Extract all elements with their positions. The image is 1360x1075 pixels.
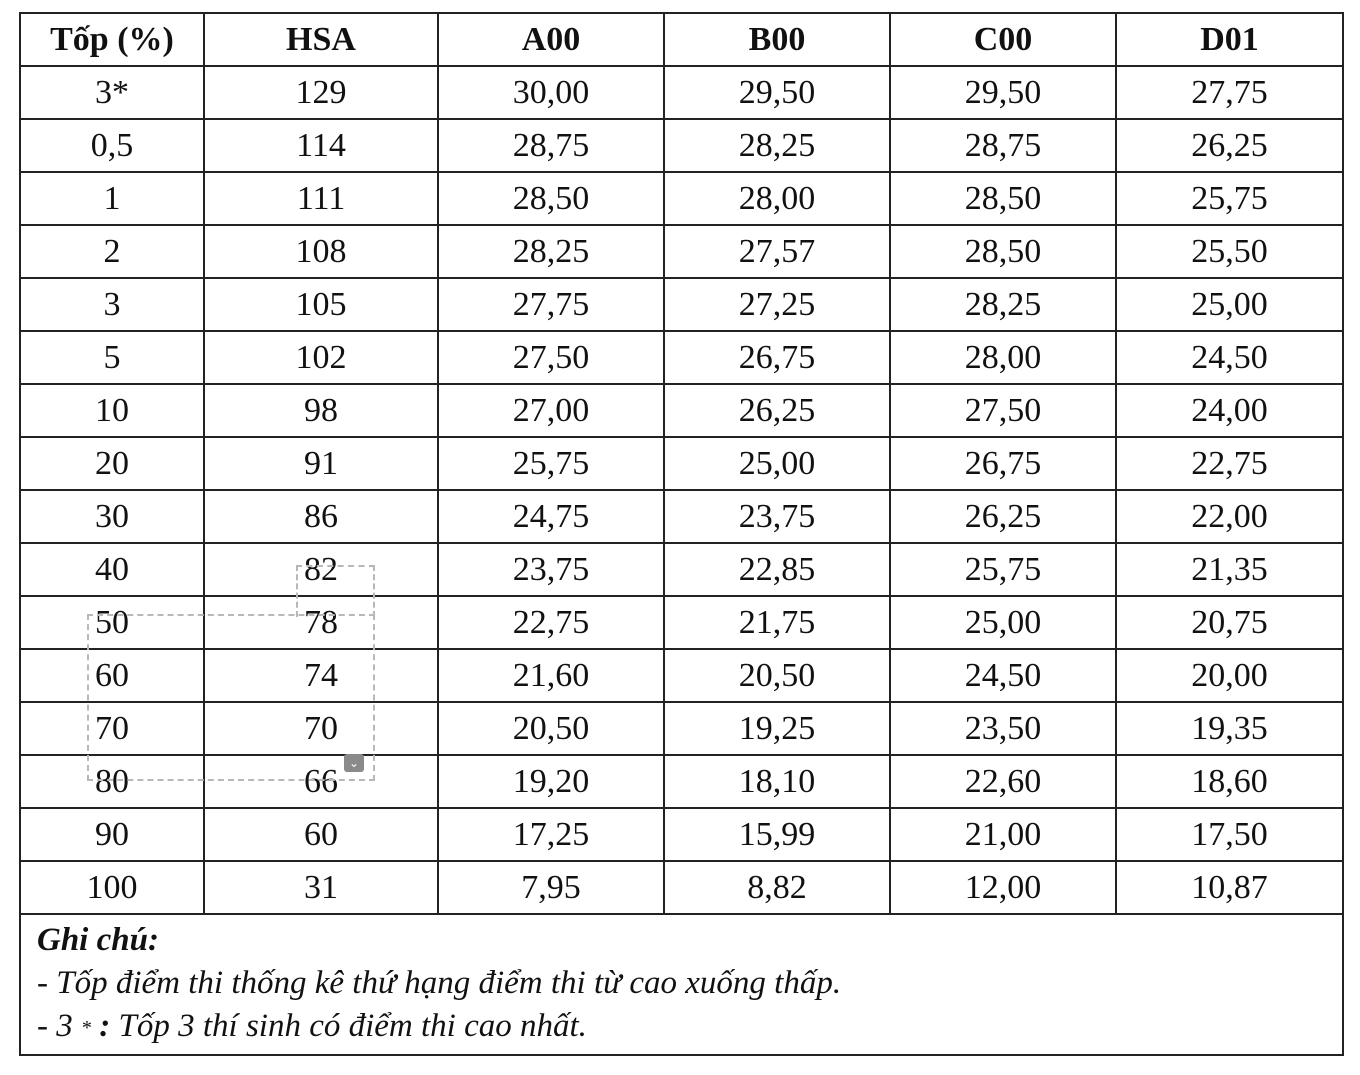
table-cell[interactable]: 111 — [204, 172, 438, 225]
table-cell[interactable]: 30 — [20, 490, 204, 543]
notes-line-1: - Tốp điểm thi thống kê thứ hạng điểm thi từ cao xuống thấp. — [37, 965, 842, 1001]
table-row — [20, 172, 1343, 225]
table-row — [20, 755, 1343, 808]
table-cell[interactable]: 80 — [20, 755, 204, 808]
table-cell[interactable]: 20,50 — [438, 702, 664, 755]
table-cell[interactable]: 17,50 — [1116, 808, 1343, 861]
table-cell[interactable]: 30,00 — [438, 66, 664, 119]
chevron-down-icon: ⌄ — [348, 756, 360, 770]
table-cell[interactable]: 7,95 — [438, 861, 664, 914]
table-cell[interactable]: 98 — [204, 384, 438, 437]
table-cell[interactable]: 25,00 — [1116, 278, 1343, 331]
table-cell[interactable]: 31 — [204, 861, 438, 914]
table-row — [20, 702, 1343, 755]
column-header[interactable]: D01 — [1116, 13, 1343, 66]
table-cell[interactable]: 20,75 — [1116, 596, 1343, 649]
table-cell[interactable]: 27,75 — [438, 278, 664, 331]
table-cell[interactable]: 1 — [20, 172, 204, 225]
table-cell[interactable]: 21,00 — [890, 808, 1116, 861]
table-cell[interactable]: 21,35 — [1116, 543, 1343, 596]
table-cell[interactable]: 105 — [204, 278, 438, 331]
table-cell[interactable]: 129 — [204, 66, 438, 119]
table-cell[interactable]: 25,75 — [890, 543, 1116, 596]
table-row — [20, 808, 1343, 861]
table-cell[interactable]: 29,50 — [664, 66, 890, 119]
notes-line-2-prefix: - 3 — [37, 1008, 73, 1044]
table-cell[interactable]: 26,25 — [890, 490, 1116, 543]
table-row — [20, 278, 1343, 331]
table-cell[interactable]: 66 — [204, 755, 438, 808]
table-cell[interactable]: 74 — [204, 649, 438, 702]
column-header[interactable]: A00 — [438, 13, 664, 66]
table-cell[interactable]: 28,00 — [664, 172, 890, 225]
table-cell[interactable]: 28,25 — [890, 278, 1116, 331]
notes-line-2 — [37, 1005, 1326, 1048]
table-cell[interactable]: 25,00 — [890, 596, 1116, 649]
table-cell[interactable]: 28,50 — [890, 225, 1116, 278]
table-cell[interactable]: 60 — [204, 808, 438, 861]
table-cell[interactable]: 22,00 — [1116, 490, 1343, 543]
table-row — [20, 649, 1343, 702]
table-cell[interactable]: 102 — [204, 331, 438, 384]
notes-title: Ghi chú: — [37, 922, 159, 958]
table-cell[interactable]: 12,00 — [890, 861, 1116, 914]
table-cell[interactable]: 22,75 — [438, 596, 664, 649]
table-cell[interactable]: 114 — [204, 119, 438, 172]
column-header[interactable]: C00 — [890, 13, 1116, 66]
table-cell[interactable]: 21,60 — [438, 649, 664, 702]
table-cell[interactable]: 8,82 — [664, 861, 890, 914]
table-cell[interactable]: 27,50 — [438, 331, 664, 384]
table-cell[interactable]: 24,75 — [438, 490, 664, 543]
table-cell[interactable]: 21,75 — [664, 596, 890, 649]
table-cell[interactable]: 26,75 — [890, 437, 1116, 490]
table-cell[interactable]: 18,60 — [1116, 755, 1343, 808]
table-cell[interactable]: 86 — [204, 490, 438, 543]
table-cell[interactable]: 19,35 — [1116, 702, 1343, 755]
notes-row — [20, 914, 1343, 1055]
table-cell[interactable]: 78 — [204, 596, 438, 649]
table-cell[interactable]: 90 — [20, 808, 204, 861]
table-cell[interactable]: 26,75 — [664, 331, 890, 384]
table-cell[interactable]: 28,75 — [890, 119, 1116, 172]
column-header[interactable]: Tốp (%) — [20, 13, 204, 66]
table-cell[interactable]: 24,50 — [1116, 331, 1343, 384]
column-header[interactable]: B00 — [664, 13, 890, 66]
table-cell[interactable]: 23,50 — [890, 702, 1116, 755]
table-cell[interactable]: 26,25 — [664, 384, 890, 437]
table-cell[interactable]: 91 — [204, 437, 438, 490]
score-table — [19, 12, 1344, 1056]
table-cell[interactable]: 23,75 — [438, 543, 664, 596]
table-row — [20, 119, 1343, 172]
table-body — [20, 66, 1343, 914]
table-row — [20, 66, 1343, 119]
table-cell[interactable]: 28,50 — [438, 172, 664, 225]
table-cell[interactable]: 82 — [204, 543, 438, 596]
table-row — [20, 543, 1343, 596]
notes-line-2-asterisk: * — [81, 1017, 91, 1039]
table-cell[interactable]: 29,50 — [890, 66, 1116, 119]
table-cell[interactable]: 100 — [20, 861, 204, 914]
table-cell[interactable]: 17,25 — [438, 808, 664, 861]
table-cell[interactable]: 24,00 — [1116, 384, 1343, 437]
table-cell[interactable]: 3* — [20, 66, 204, 119]
table-cell[interactable]: 22,60 — [890, 755, 1116, 808]
table-cell[interactable]: 3 — [20, 278, 204, 331]
table-cell[interactable]: 40 — [20, 543, 204, 596]
table-cell[interactable]: 25,50 — [1116, 225, 1343, 278]
table-cell[interactable]: 27,75 — [1116, 66, 1343, 119]
column-header[interactable]: HSA — [204, 13, 438, 66]
notes-line-2-colon: : — [99, 1008, 111, 1044]
table-row — [20, 490, 1343, 543]
notes-cell[interactable] — [20, 914, 1343, 1055]
table-row — [20, 384, 1343, 437]
table-row — [20, 437, 1343, 490]
table-row — [20, 861, 1343, 914]
table-cell[interactable]: 20,50 — [664, 649, 890, 702]
header-row — [20, 13, 1343, 66]
table-cell[interactable]: 108 — [204, 225, 438, 278]
table-cell[interactable]: 28,75 — [438, 119, 664, 172]
table-cell[interactable]: 23,75 — [664, 490, 890, 543]
table-cell[interactable]: 5 — [20, 331, 204, 384]
table-row — [20, 225, 1343, 278]
table-cell[interactable]: 19,25 — [664, 702, 890, 755]
table-cell[interactable]: 27,57 — [664, 225, 890, 278]
table-cell[interactable]: 18,10 — [664, 755, 890, 808]
table-cell[interactable]: 20 — [20, 437, 204, 490]
table-cell[interactable]: 25,75 — [1116, 172, 1343, 225]
table-cell[interactable]: 0,5 — [20, 119, 204, 172]
selection-dropdown-button[interactable] — [344, 754, 364, 772]
table-cell[interactable]: 15,99 — [664, 808, 890, 861]
table-row — [20, 331, 1343, 384]
table-cell[interactable]: 28,25 — [664, 119, 890, 172]
table-cell[interactable]: 22,75 — [1116, 437, 1343, 490]
table-cell[interactable]: 70 — [20, 702, 204, 755]
table-row — [20, 596, 1343, 649]
table-cell[interactable]: 60 — [20, 649, 204, 702]
table-cell[interactable]: 10,87 — [1116, 861, 1343, 914]
table-cell[interactable]: 28,25 — [438, 225, 664, 278]
table-cell[interactable]: 27,25 — [664, 278, 890, 331]
table-cell[interactable]: 50 — [20, 596, 204, 649]
table-cell[interactable]: 25,00 — [664, 437, 890, 490]
table-cell[interactable]: 28,50 — [890, 172, 1116, 225]
table-cell[interactable]: 70 — [204, 702, 438, 755]
table-cell[interactable]: 28,00 — [890, 331, 1116, 384]
table-cell[interactable]: 10 — [20, 384, 204, 437]
table-cell[interactable]: 2 — [20, 225, 204, 278]
table-cell[interactable]: 20,00 — [1116, 649, 1343, 702]
notes-line-2-text: Tốp 3 thí sinh có điểm thi cao nhất. — [118, 1008, 587, 1044]
table-cell[interactable]: 24,50 — [890, 649, 1116, 702]
table-cell[interactable]: 19,20 — [438, 755, 664, 808]
table-cell[interactable]: 22,85 — [664, 543, 890, 596]
table-cell[interactable]: 25,75 — [438, 437, 664, 490]
table-cell[interactable]: 27,00 — [438, 384, 664, 437]
table-cell[interactable]: 26,25 — [1116, 119, 1343, 172]
table-cell[interactable]: 27,50 — [890, 384, 1116, 437]
